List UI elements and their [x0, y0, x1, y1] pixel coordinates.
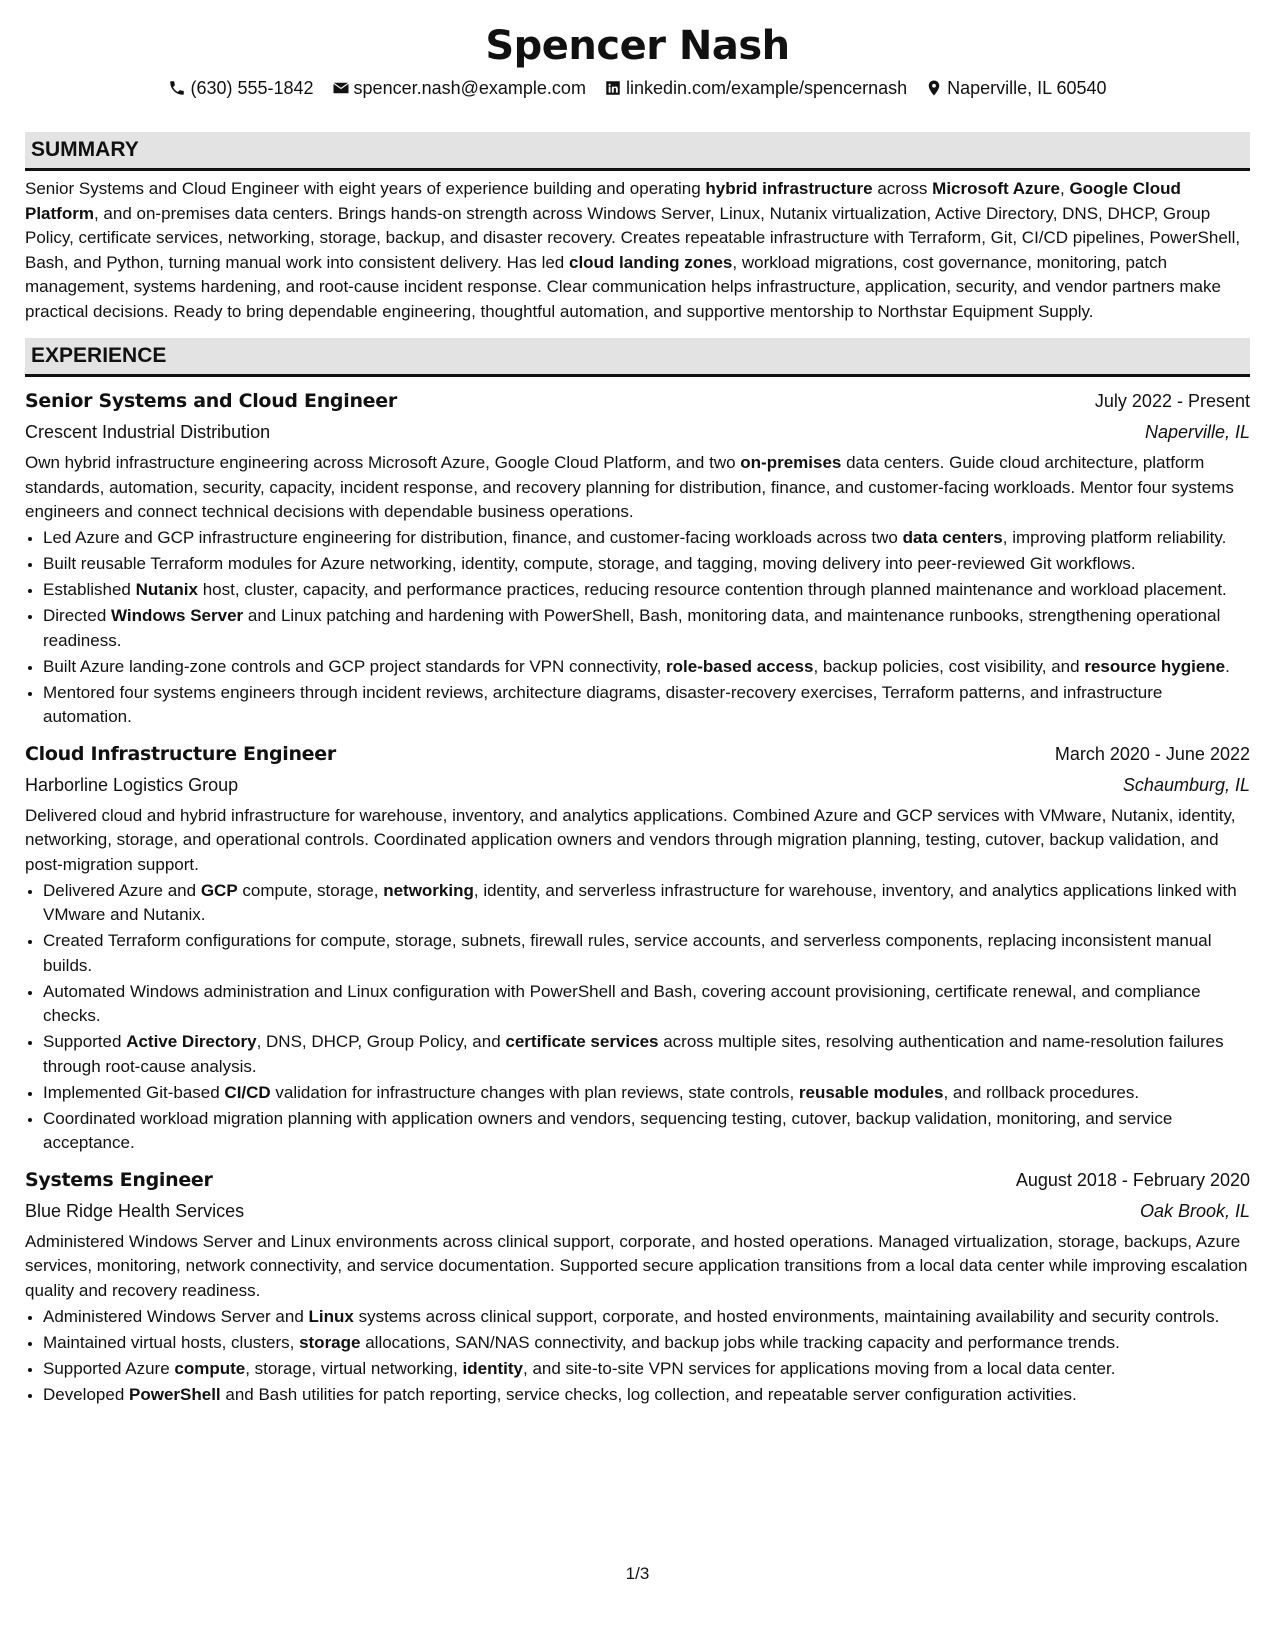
text-run: Led Azure and GCP infrastructure engineering for distribution, finance, and customer-facing workloads across two	[43, 528, 903, 547]
text-run: , and rollback procedures.	[943, 1082, 1140, 1102]
summary-text	[25, 177, 1250, 324]
contact-phone	[168, 76, 313, 100]
text-run: , storage, virtual networking,	[245, 1358, 463, 1378]
bold-keyword: hybrid infrastructure	[705, 179, 873, 198]
text-run: , and on-premises data centers. Brings hands-on strength across Windows Server, Linux, Nutanix virtualization, Active Directory, DNS, DHCP, Group Policy, certificate services, networking, storage, backup, and disaster recovery. Creates repeatable infrastructure with Terraform, Git, CI/CD pipelines, PowerShell, Bash, and Python, turning manual work into consistent delivery. Has led	[25, 203, 1241, 272]
text-run: , DNS, DHCP, Group Policy, and	[256, 1032, 506, 1051]
job-entry	[25, 385, 1250, 730]
page-number: 1/3	[625, 1564, 650, 1583]
text-run: Administered Windows Server and	[43, 1306, 309, 1326]
text-run: Maintained virtual hosts, clusters,	[43, 1332, 300, 1352]
job-entry	[25, 1164, 1250, 1408]
bold-keyword: storage	[299, 1332, 361, 1352]
bullet-item	[43, 655, 1250, 680]
job-entry	[25, 738, 1250, 1156]
experience-heading: EXPERIENCE	[25, 338, 1250, 377]
text-run: Senior Systems and Cloud Engineer with eight years of experience building and operating	[25, 179, 706, 198]
bold-keyword: GCP	[200, 880, 238, 900]
bold-keyword: networking	[383, 880, 474, 900]
bullet-item	[43, 526, 1250, 551]
contact-location	[925, 76, 1106, 100]
text-run: validation for infrastructure changes with plan reviews, state controls,	[270, 1082, 799, 1102]
text-run: Implemented Git-based	[43, 1082, 225, 1102]
text-run: across	[872, 179, 933, 198]
bold-keyword: data centers	[902, 528, 1003, 547]
bullet-item	[43, 929, 1250, 978]
job-location: Oak Brook, IL	[1139, 1200, 1250, 1221]
phone-icon	[168, 79, 186, 97]
email-text[interactable]: spencer.nash@example.com	[353, 78, 586, 98]
experience-section	[25, 338, 1250, 1407]
job-description	[25, 804, 1250, 878]
bullet-item	[43, 1081, 1250, 1106]
text-run: Directed	[43, 606, 112, 625]
text-run: systems across clinical support, corporate, and hosted environments, maintaining availability and security controls.	[353, 1306, 1220, 1326]
bullet-item	[43, 1383, 1250, 1408]
bold-keyword: Nutanix	[135, 580, 198, 599]
summary-section	[25, 132, 1250, 324]
text-run: .	[1225, 656, 1230, 676]
text-run: Own hybrid infrastructure engineering across Microsoft Azure, Google Cloud Platform, and two	[25, 453, 741, 472]
bullet-item	[43, 1305, 1250, 1330]
bold-keyword: Active Directory	[126, 1032, 257, 1051]
bullet-item	[43, 879, 1250, 928]
bullet-item	[43, 604, 1250, 653]
text-run: , backup policies, cost visibility, and	[813, 656, 1085, 676]
job-dates: March 2020 - June 2022	[1054, 743, 1250, 764]
bold-keyword: certificate services	[505, 1032, 659, 1051]
bullet-item	[43, 552, 1250, 577]
text-run: Supported Azure	[43, 1358, 175, 1378]
text-run: Coordinated workload migration planning with application owners and vendors, sequencing testing, cutover, backup validation, monitoring, and service acceptance.	[43, 1108, 1173, 1152]
job-company: Blue Ridge Health Services	[25, 1200, 245, 1221]
contact-bar	[25, 76, 1250, 100]
bold-keyword: Linux	[308, 1306, 354, 1326]
text-run: ,	[1059, 179, 1070, 198]
job-bullets	[25, 879, 1250, 1156]
bold-keyword: cloud landing zones	[568, 252, 733, 272]
bullet-item	[43, 980, 1250, 1029]
job-bullets	[25, 526, 1250, 730]
job-location: Schaumburg, IL	[1122, 774, 1250, 795]
job-description	[25, 1230, 1250, 1304]
linkedin-text[interactable]: linkedin.com/example/spencernash	[625, 78, 908, 98]
text-run: Supported	[43, 1032, 127, 1051]
text-run: Mentored four systems engineers through incident reviews, architecture diagrams, disaster-recovery exercises, Terraform patterns, and infrastructure automation.	[43, 682, 1163, 726]
text-run: Established	[43, 580, 136, 599]
bullet-item	[43, 1331, 1250, 1356]
job-description	[25, 451, 1250, 525]
envelope-icon	[332, 79, 350, 97]
job-dates: July 2022 - Present	[1094, 391, 1250, 411]
text-run: Developed	[43, 1384, 130, 1404]
text-run: Built reusable Terraform modules for Azure networking, identity, compute, storage, and tagging, moving delivery into peer-reviewed Git workflows.	[43, 554, 1136, 573]
contact-email[interactable]	[332, 76, 586, 100]
job-bullets	[25, 1305, 1250, 1408]
candidate-name: Spencer Nash	[485, 23, 790, 69]
phone-text: (630) 555-1842	[190, 78, 314, 98]
bullet-item	[43, 1107, 1250, 1156]
job-company: Crescent Industrial Distribution	[25, 422, 271, 442]
bullet-item	[43, 578, 1250, 603]
contact-linkedin[interactable]	[604, 76, 907, 100]
text-run: , improving platform reliability.	[1002, 528, 1227, 547]
text-run: host, cluster, capacity, and performance practices, reducing resource contention through planned maintenance and workload placement.	[197, 580, 1227, 599]
text-run: data centers. Guide cloud architecture, platform standards, automation, security, capacity, incident response, and recovery planning for distribution, finance, and customer-facing workloads. Mentor four systems engineers and connect technical decisions with dependable business operations.	[25, 453, 1234, 521]
bold-keyword: role-based access	[666, 656, 814, 676]
text-run: Automated Windows administration and Linux configuration with PowerShell and Bash, covering account provisioning, certificate renewal, and compliance checks.	[43, 981, 1201, 1025]
text-run: compute, storage,	[237, 880, 384, 900]
text-run: , identity, and serverless infrastructure for warehouse, inventory, and analytics applications linked with VMware and Nutanix.	[43, 880, 1237, 924]
text-run: across multiple sites, resolving authentication and name-resolution failures through root-cause analysis.	[43, 1032, 1224, 1076]
bullet-item	[43, 1030, 1250, 1079]
text-run: allocations, SAN/NAS connectivity, and backup jobs while tracking capacity and performance trends.	[360, 1332, 1120, 1352]
text-run: and Bash utilities for patch reporting, service checks, log collection, and repeatable server configuration activities.	[220, 1384, 1077, 1404]
text-run: , workload migrations, cost governance, monitoring, patch management, systems hardening, and root-cause incident response. Clear communication helps infrastructure, application, security, and vendor partners make practical decisions. Ready to bring dependable engineering, thoughtful automation, and supportive mentorship to Northstar Equipment Supply.	[25, 252, 1221, 321]
job-title: Senior Systems and Cloud Engineer	[25, 390, 397, 412]
bold-keyword: resource hygiene	[1084, 656, 1226, 676]
bold-keyword: PowerShell	[129, 1384, 221, 1404]
bold-keyword: Windows Server	[111, 606, 244, 625]
job-dates: August 2018 - February 2020	[1015, 1169, 1250, 1190]
summary-heading: SUMMARY	[25, 132, 1250, 171]
job-title: Cloud Infrastructure Engineer	[25, 742, 336, 765]
bold-keyword: compute	[174, 1358, 246, 1378]
job-location: Naperville, IL	[1144, 422, 1250, 442]
bullet-item	[43, 1357, 1250, 1382]
text-run: Built Azure landing-zone controls and GCP project standards for VPN connectivity,	[43, 656, 667, 676]
text-run: Administered Windows Server and Linux environments across clinical support, corporate, and hosted operations. Managed virtualization, storage, backups, Azure services, monitoring, network connectivity, and service documentation. Supported secure application transitions from a local data center while improving escalation quality and recovery readiness.	[25, 1231, 1248, 1300]
bullet-item	[43, 681, 1250, 730]
bold-keyword: CI/CD	[224, 1082, 271, 1102]
text-run: Created Terraform configurations for compute, storage, subnets, firewall rules, service accounts, and serverless components, replacing inconsistent manual builds.	[43, 931, 1212, 975]
resume-page	[25, 20, 1250, 1407]
text-run: Delivered cloud and hybrid infrastructure for warehouse, inventory, and analytics applications. Combined Azure and GCP services with VMware, Nutanix, identity, networking, storage, and operational controls. Coordinated application owners and vendors through migration planning, testing, cutover, backup validation, and post-migration support.	[25, 805, 1236, 874]
bold-keyword: Google Cloud Platform	[25, 179, 1181, 223]
bold-keyword: reusable modules	[798, 1082, 944, 1102]
bold-keyword: on-premises	[740, 453, 842, 472]
bold-keyword: Microsoft Azure	[932, 179, 1060, 198]
job-company: Harborline Logistics Group	[25, 774, 239, 795]
bold-keyword: identity	[462, 1358, 523, 1378]
map-pin-icon	[925, 79, 943, 97]
text-run: , and site-to-site VPN services for applications moving from a local data center.	[523, 1358, 1116, 1378]
linkedin-icon	[604, 79, 622, 97]
job-title: Systems Engineer	[25, 1168, 213, 1191]
text-run: Delivered Azure and	[43, 880, 201, 900]
text-run: and Linux patching and hardening with PowerShell, Bash, monitoring data, and maintenance runbooks, strengthening operational readiness.	[43, 606, 1221, 650]
location-text: Naperville, IL 60540	[947, 78, 1107, 98]
